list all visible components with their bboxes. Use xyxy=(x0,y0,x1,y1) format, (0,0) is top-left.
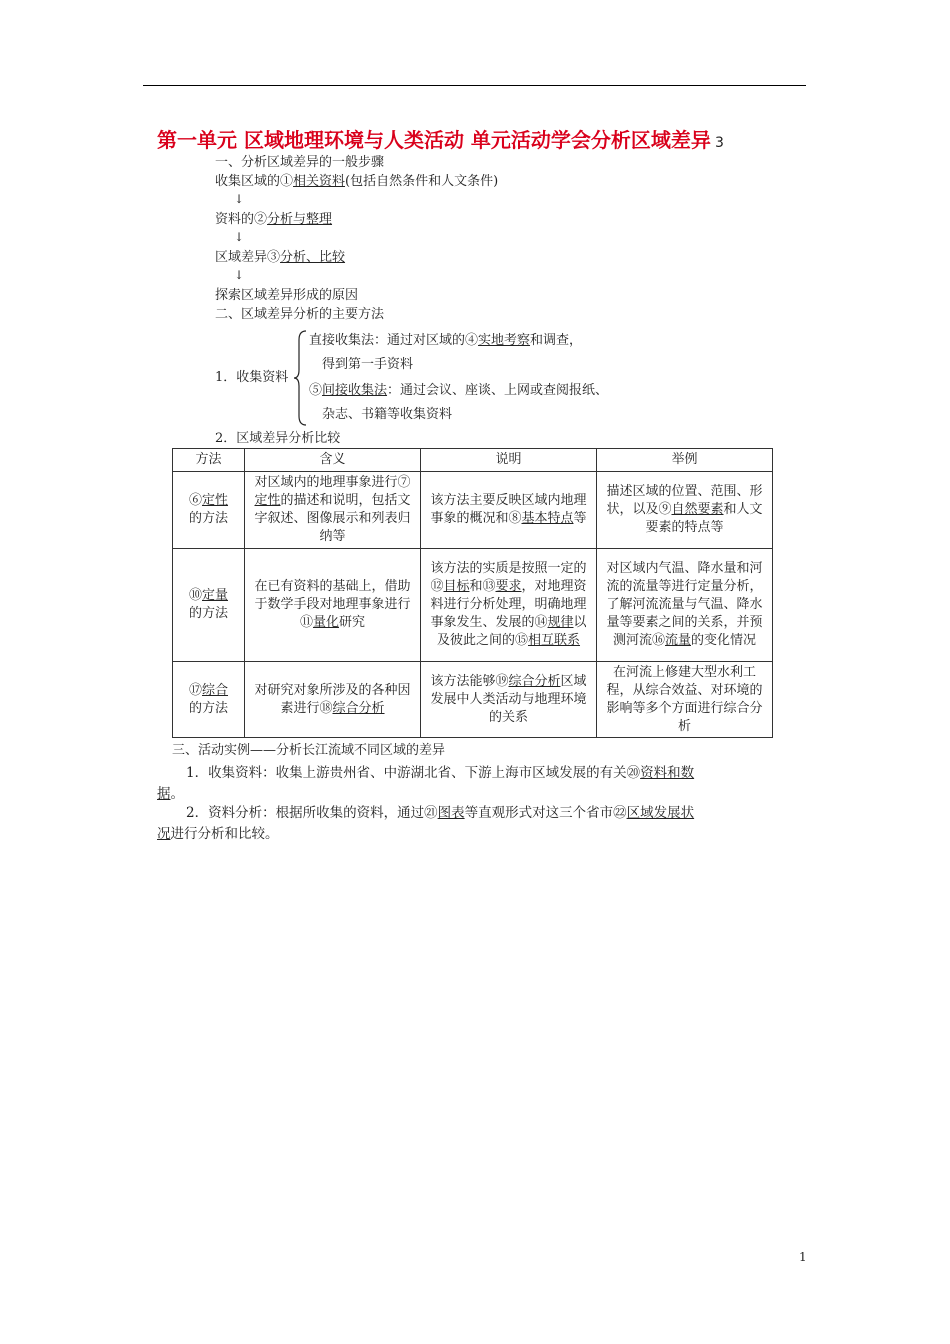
method-cell: ⑰综合 的方法 xyxy=(173,662,245,738)
section2-heading: 二、区域差异分析的主要方法 xyxy=(215,307,385,322)
explain-cell: 该方法的实质是按照一定的⑫目标和⑬要求，对地理资料进行分析处理，明确地理事象发生、发展的⑭规律以及彼此之间的⑮相互联系 xyxy=(421,549,597,662)
arrow-down-icon: ↓ xyxy=(234,230,245,244)
compare-label: 2．区域差异分析比较 xyxy=(215,431,341,446)
section3-para1-cont: 据。 xyxy=(157,786,184,802)
section3-heading: 三、活动实例——分析长江流域不同区域的差异 xyxy=(172,743,446,758)
section3-para2: 2．资料分析：根据所收集的资料，通过㉑图表等直观形式对这三个省市㉒区域发展状 xyxy=(186,805,695,821)
table-row xyxy=(173,662,773,738)
direct-collection: 直接收集法：通过对区域的④实地考察和调查， xyxy=(309,333,583,348)
header-rule xyxy=(143,85,806,86)
meaning-cell: 在已有资料的基础上，借助于数学手段对地理事象进行⑪量化研究 xyxy=(245,549,421,662)
example-cell: 描述区域的位置、范围、形状，以及⑨自然要素和人文要素的特点等 xyxy=(597,472,773,549)
indirect-collection: ⑤间接收集法：通过会议、座谈、上网或查阅报纸、 xyxy=(309,383,609,398)
explain-cell: 该方法能够⑲综合分析区域发展中人类活动与地理环境的关系 xyxy=(421,662,597,738)
meaning-cell: 对区域内的地理事象进行⑦定性的描述和说明，包括文字叙述、图像展示和列表归纳等 xyxy=(245,472,421,549)
table-row xyxy=(173,472,773,549)
table-header-row xyxy=(173,449,773,472)
table-header: 说明 xyxy=(421,449,597,472)
table-header: 方法 xyxy=(173,449,245,472)
arrow-down-icon: ↓ xyxy=(234,268,245,282)
arrow-down-icon: ↓ xyxy=(234,192,245,206)
page-title xyxy=(157,124,724,153)
step2: 资料的②分析与整理 xyxy=(215,212,333,227)
collect-label: 1．收集资料 xyxy=(215,370,289,385)
meaning-cell: 对研究对象所涉及的各种因素进行⑱综合分析 xyxy=(245,662,421,738)
comparison-table xyxy=(172,448,773,738)
table-header: 举例 xyxy=(597,449,773,472)
step3: 区域差异③分析、比较 xyxy=(215,250,346,265)
section1-heading: 一、分析区域差异的一般步骤 xyxy=(215,155,385,170)
example-cell: 对区域内气温、降水量和河流的流量等进行定量分析，了解河流流量与气温、降水量等要素之间的关系，并预测河流⑯流量的变化情况 xyxy=(597,549,773,662)
method-cell: ⑥定性 的方法 xyxy=(173,472,245,549)
step4: 探索区域差异形成的原因 xyxy=(215,288,359,303)
explain-cell: 该方法主要反映区域内地理事象的概况和⑧基本特点等 xyxy=(421,472,597,549)
table-header: 含义 xyxy=(245,449,421,472)
method-cell: ⑩定量 的方法 xyxy=(173,549,245,662)
section3-para2-cont: 况进行分析和比较。 xyxy=(157,826,279,842)
direct-collection-line2: 得到第一手资料 xyxy=(322,357,414,372)
table-row xyxy=(173,549,773,662)
example-cell: 在河流上修建大型水利工程，从综合效益、对环境的影响等多个方面进行综合分析 xyxy=(597,662,773,738)
brace-icon xyxy=(293,330,307,426)
title-suffix: 3 xyxy=(714,135,724,151)
page-number: 1 xyxy=(799,1250,807,1264)
indirect-collection-line2: 杂志、书籍等收集资料 xyxy=(322,407,453,422)
section3-para1: 1．收集资料：收集上游贵州省、中游湖北省、下游上海市区域发展的有关⑳资料和数 xyxy=(186,765,695,781)
title-text: 第一单元 区域地理环境与人类活动 单元活动学会分析区域差异 xyxy=(157,128,711,152)
step1: 收集区域的①相关资料(包括自然条件和人文条件) xyxy=(215,174,499,189)
